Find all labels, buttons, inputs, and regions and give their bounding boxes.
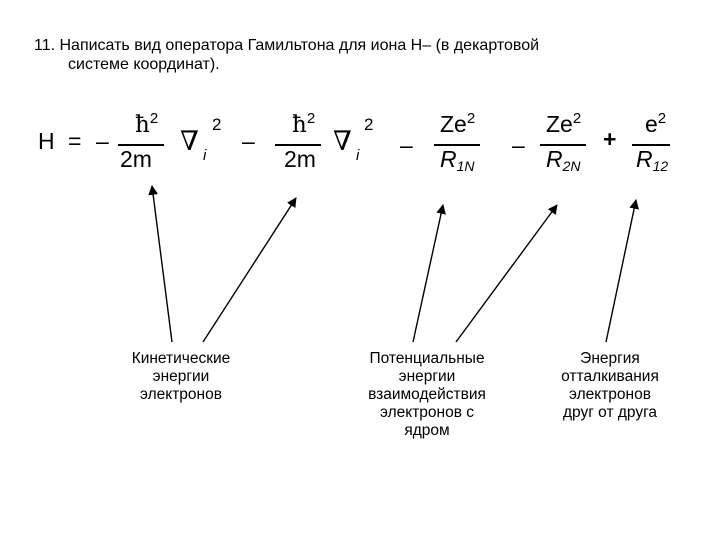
caption-potential-line-1: Потенциальные xyxy=(369,350,485,367)
caption-potential-line-2: энергии xyxy=(398,368,456,385)
arrow-potential-1 xyxy=(413,205,443,342)
caption-kinetic-line-2: энергии xyxy=(152,368,210,385)
minus-sign-2: – xyxy=(242,128,255,154)
caption-potential xyxy=(340,350,514,440)
minus-sign-3: – xyxy=(400,132,413,158)
caption-potential-line-3: взаимодействия xyxy=(368,386,486,403)
e-symbol: e xyxy=(645,111,658,137)
caption-kinetic-line-3: электронов xyxy=(140,386,222,403)
r-index-12: 12 xyxy=(652,158,669,174)
caption-repulsion-line-3: электронов xyxy=(569,386,651,403)
caption-repulsion-line-4: друг от друга xyxy=(562,404,658,421)
caption-kinetic xyxy=(96,350,266,404)
hbar-symbol-1: ħ xyxy=(135,112,150,138)
r-symbol-3: R xyxy=(636,146,653,172)
equals-sign: = xyxy=(68,128,82,154)
nabla-power-2: 2 xyxy=(364,115,374,134)
plus-sign: + xyxy=(603,126,617,152)
arrow-potential-2 xyxy=(456,205,557,342)
arrow-repulsion xyxy=(606,200,636,342)
hbar-power-1: 2 xyxy=(149,110,159,127)
minus-sign-1: – xyxy=(96,128,109,154)
nabla-index-2: i xyxy=(356,147,360,164)
r-symbol-1: R xyxy=(440,146,457,172)
nabla-symbol-1: ∇ xyxy=(180,126,199,157)
caption-repulsion xyxy=(530,350,690,422)
caption-repulsion-line-2: отталкивания xyxy=(561,368,659,385)
term1-denominator: 2m xyxy=(120,146,152,172)
nabla-power-1: 2 xyxy=(212,115,222,134)
r-index-1n: 1N xyxy=(456,158,475,174)
hbar-symbol-2: ħ xyxy=(292,112,307,138)
nabla-index-1: i xyxy=(203,147,207,164)
ze-2: Ze xyxy=(546,111,573,137)
arrow-kinetic-1 xyxy=(152,186,172,342)
minus-sign-4: – xyxy=(512,132,525,158)
r-index-2n: 2N xyxy=(562,158,581,174)
caption-potential-line-5: ядром xyxy=(404,422,450,439)
ze-power-1: 2 xyxy=(466,110,476,127)
hbar-power-2: 2 xyxy=(306,110,316,127)
r-symbol-2: R xyxy=(546,146,563,172)
e-power: 2 xyxy=(657,110,667,127)
task-line-1: 11. Написать вид оператора Гамильтона для иона H– (в декартовой xyxy=(34,37,540,54)
caption-repulsion-line-1: Энергия xyxy=(580,350,640,367)
ze-power-2: 2 xyxy=(572,110,582,127)
task-line-2: системе координат). xyxy=(68,56,220,73)
ze-1: Ze xyxy=(440,111,467,137)
arrow-kinetic-2 xyxy=(203,198,296,342)
caption-kinetic-line-1: Кинетические xyxy=(131,350,231,367)
caption-potential-line-4: электронов с xyxy=(380,404,474,421)
term2-denominator: 2m xyxy=(284,146,316,172)
hamiltonian-symbol: H xyxy=(38,128,55,154)
nabla-symbol-2: ∇ xyxy=(333,126,352,157)
